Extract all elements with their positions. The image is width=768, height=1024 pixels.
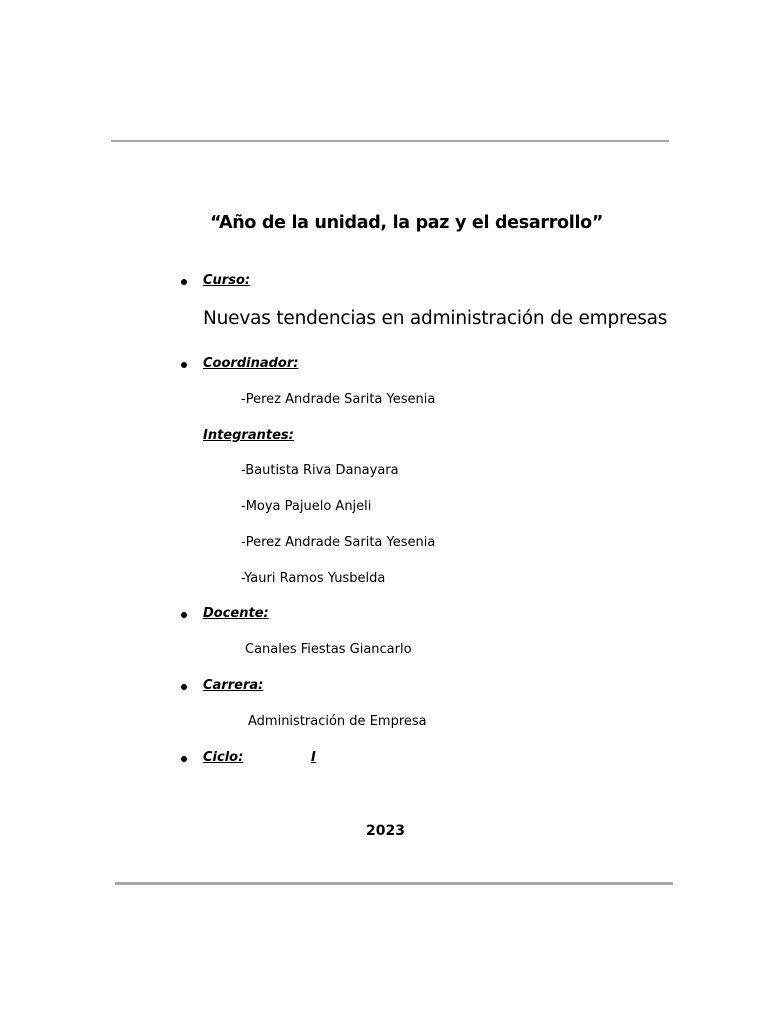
member-item: -Bautista Riva Danayara: [241, 463, 399, 478]
career-label: Carrera:: [203, 678, 264, 693]
cycle-value: I: [311, 750, 316, 765]
bullet-icon: [181, 612, 187, 618]
course-label: Curso:: [203, 273, 251, 288]
teacher-value: Canales Fiestas Giancarlo: [245, 642, 412, 657]
motto-title: “Año de la unidad, la paz y el desarrollo”: [210, 213, 604, 233]
member-item: -Yauri Ramos Yusbelda: [241, 571, 386, 586]
member-item: -Moya Pajuelo Anjeli: [241, 499, 372, 514]
bullet-icon: [181, 279, 187, 285]
career-value: Administración de Empresa: [248, 714, 427, 729]
year: 2023: [366, 823, 405, 839]
coordinator-label: Coordinador:: [203, 356, 299, 371]
cycle-label: Ciclo:: [203, 750, 244, 765]
coordinator-value: -Perez Andrade Sarita Yesenia: [241, 392, 436, 407]
teacher-label: Docente:: [203, 606, 269, 621]
members-label: Integrantes:: [203, 428, 294, 443]
bullet-icon: [181, 756, 187, 762]
top-divider: [111, 140, 669, 142]
bottom-divider: [115, 882, 673, 885]
member-item: -Perez Andrade Sarita Yesenia: [241, 535, 436, 550]
bullet-icon: [181, 362, 187, 368]
bullet-icon: [181, 684, 187, 690]
course-value: Nuevas tendencias en administración de empresas: [203, 308, 668, 329]
